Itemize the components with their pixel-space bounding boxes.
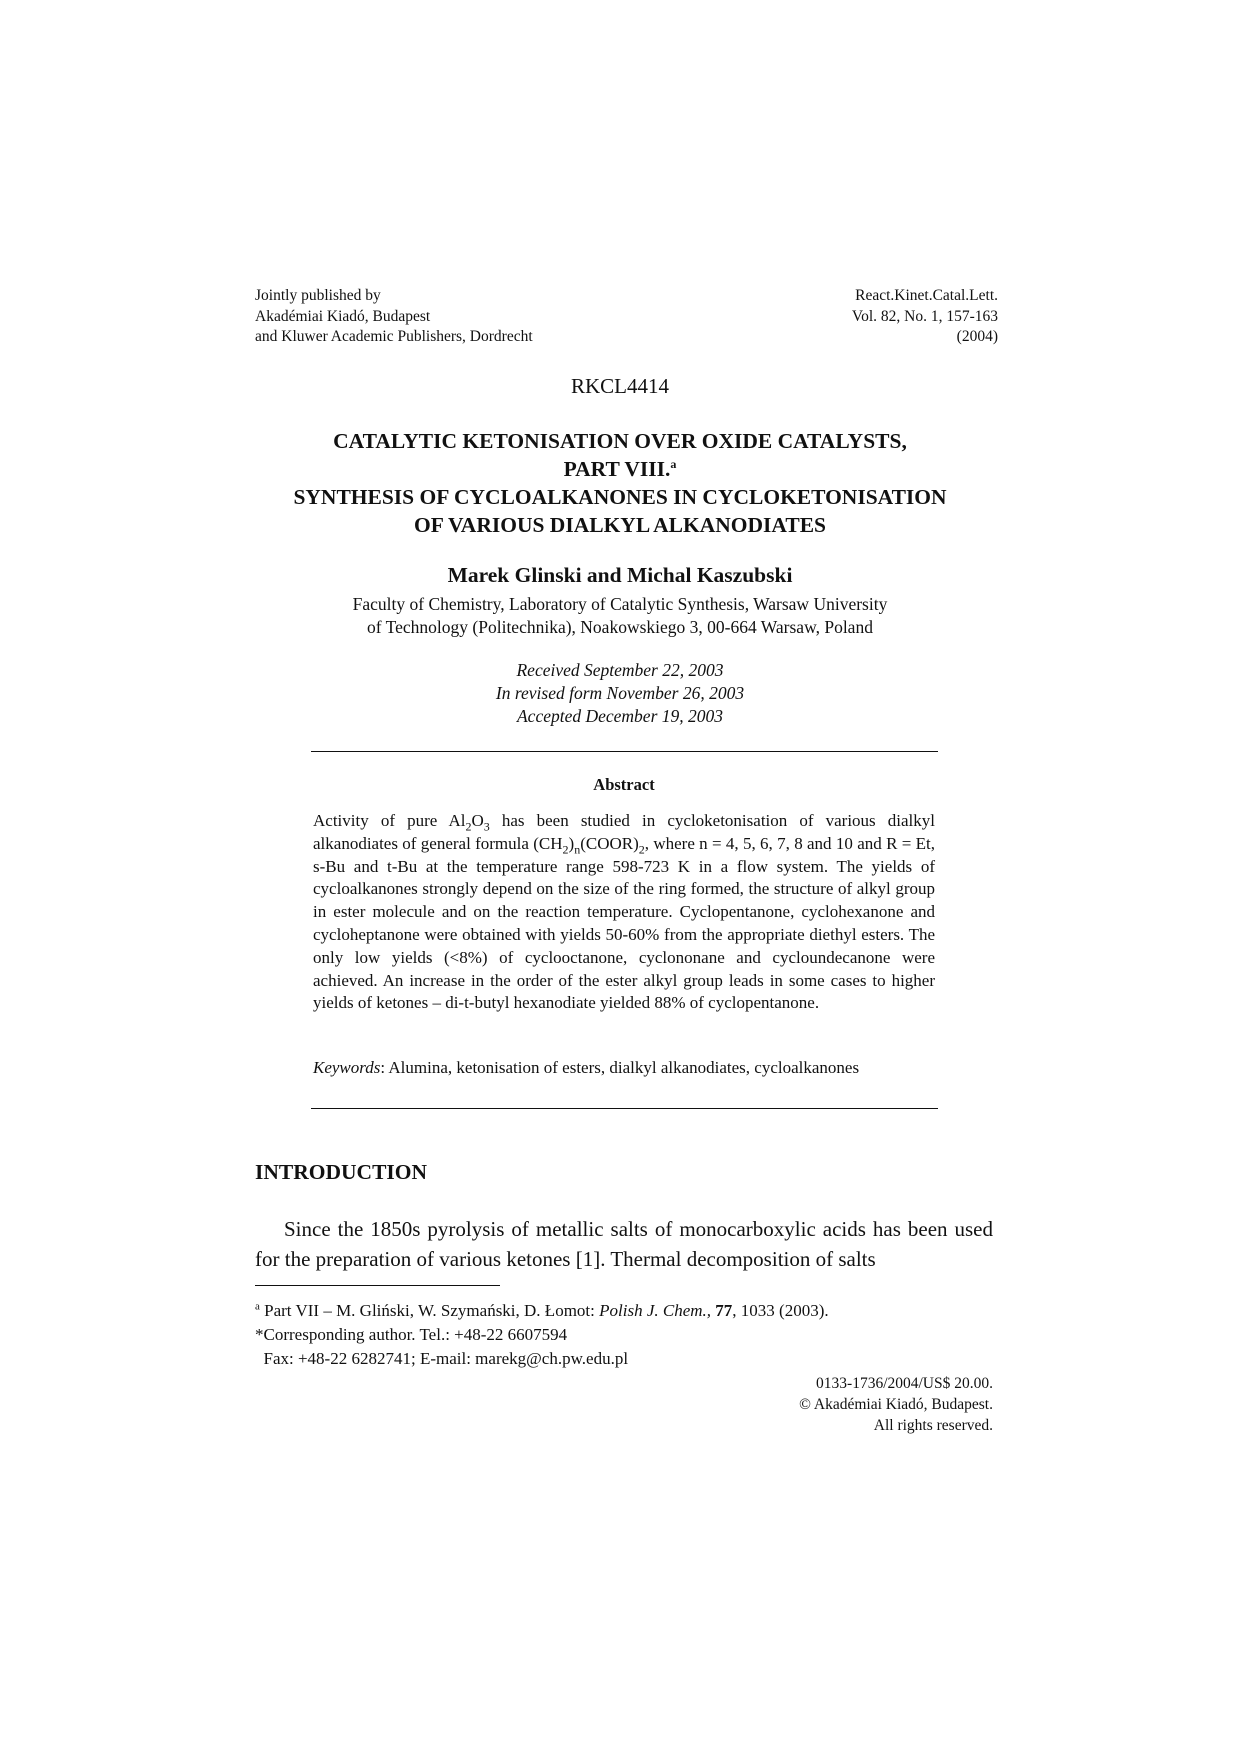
header-right [852, 286, 998, 348]
abstract-bottom-rule [311, 1108, 938, 1109]
abstract-segment: has been studied in cycloketonisation of various dialkyl alkanodiates of general formula (CH [313, 811, 935, 853]
footnote-a [255, 1300, 829, 1322]
dates [0, 659, 1240, 728]
footnote-journal: Polish J. Chem., [599, 1301, 712, 1320]
publisher-line: All rights reserved. [873, 1417, 993, 1434]
authors: Marek Glinski and Michal Kaszubski [447, 563, 793, 587]
abstract-subscript: n [574, 842, 581, 857]
revised-date: In revised form November 26, 2003 [495, 683, 745, 703]
footnote-fax: Fax: +48-22 6282741; E-mail: marekg@ch.pw.edu.pl [255, 1349, 629, 1368]
title-part: PART VIII. [563, 457, 671, 481]
keywords-label: Keywords [313, 1058, 381, 1077]
title-footnote-mark: a [670, 456, 677, 471]
affiliation [0, 593, 1240, 639]
abstract-segment: (COOR) [580, 833, 639, 853]
title-line: OF VARIOUS DIALKYL ALKANODIATES [414, 513, 826, 537]
keywords-text: : Alumina, ketonisation of esters, dialkyl alkanodiates, cycloalkanones [380, 1058, 860, 1077]
footnote-text: Part VII – M. Gliński, W. Szymański, D. Łomot: [259, 1301, 600, 1320]
header-left [255, 286, 533, 348]
title-line [0, 455, 1240, 483]
title-line: SYNTHESIS OF CYCLOALKANONES IN CYCLOKETONISATION [293, 485, 947, 509]
introduction-paragraph: Since the 1850s pyrolysis of metallic salts of monocarboxylic acids has been used for the preparation of various ketones [1]. Thermal decomposition of salts [255, 1217, 993, 1271]
abstract-segment: Activity of pure Al [313, 811, 466, 830]
publisher-line: © Akadémiai Kiadó, Budapest. [799, 1396, 993, 1413]
header-right-line: React.Kinet.Catal.Lett. [855, 287, 998, 304]
affiliation-line: of Technology (Politechnika), Noakowskiego 3, 00-664 Warsaw, Poland [367, 617, 873, 637]
footnote-rule [255, 1285, 500, 1286]
abstract-subscript: 3 [483, 819, 490, 834]
footnote-mark: a [255, 1300, 260, 1313]
abstract-segment: O [471, 811, 484, 830]
title-line: CATALYTIC KETONISATION OVER OXIDE CATALYSTS, [333, 429, 907, 453]
abstract-top-rule [311, 751, 938, 752]
header-right-line: (2004) [956, 328, 998, 345]
received-date: Received September 22, 2003 [516, 660, 724, 680]
footnote-corresponding: *Corresponding author. Tel.: +48-22 6607594 [255, 1325, 568, 1344]
section-heading-introduction: INTRODUCTION [255, 1160, 428, 1184]
article-title [0, 427, 1240, 539]
abstract-subscript: 2 [562, 842, 569, 857]
abstract-subscript: 2 [638, 842, 645, 857]
header-left-line: Jointly published by [255, 287, 381, 304]
footnote-volume: 77 [715, 1301, 733, 1320]
abstract-heading: Abstract [593, 775, 655, 794]
abstract-subscript: 2 [465, 819, 472, 834]
keywords [313, 1058, 953, 1078]
header-right-line: Vol. 82, No. 1, 157-163 [851, 307, 998, 325]
abstract-text [313, 810, 935, 1015]
accepted-date: Accepted December 19, 2003 [516, 706, 724, 726]
abstract-segment: ) [568, 833, 575, 853]
abstract-segment: , where n = 4, 5, 6, 7, 8 and 10 and R = Et, s-Bu and t-Bu at the temperature range 598-723 K in a flow system. The yields of cycloalkanones strongly depend on the size of the ring formed, the structure of alkyl group in ester molecule and on the reaction temperature. Cyclopentanone, cyclohexanone and cycloheptanone were obtained with yields 50-60% from the appropriate diethyl esters. The only low yields (<8%) of cyclooctanone, cyclononane and cycloundecanone were achieved. An increase in the order of the ester alkyl group leads in some cases to higher yields of ketones – di-t-butyl hexanodiate yielded 88% of cyclopentanone. [313, 833, 935, 1013]
article-code: RKCL4414 [570, 374, 669, 398]
affiliation-line: Faculty of Chemistry, Laboratory of Catalytic Synthesis, Warsaw University [352, 594, 888, 614]
publisher-line: 0133-1736/2004/US$ 20.00. [816, 1375, 993, 1392]
header-left-line: and Kluwer Academic Publishers, Dordrecht [255, 328, 533, 345]
publisher-info [799, 1373, 993, 1436]
footnote-text: , 1033 (2003). [732, 1301, 829, 1320]
header-left-line: Akadémiai Kiadó, Budapest [255, 307, 431, 325]
